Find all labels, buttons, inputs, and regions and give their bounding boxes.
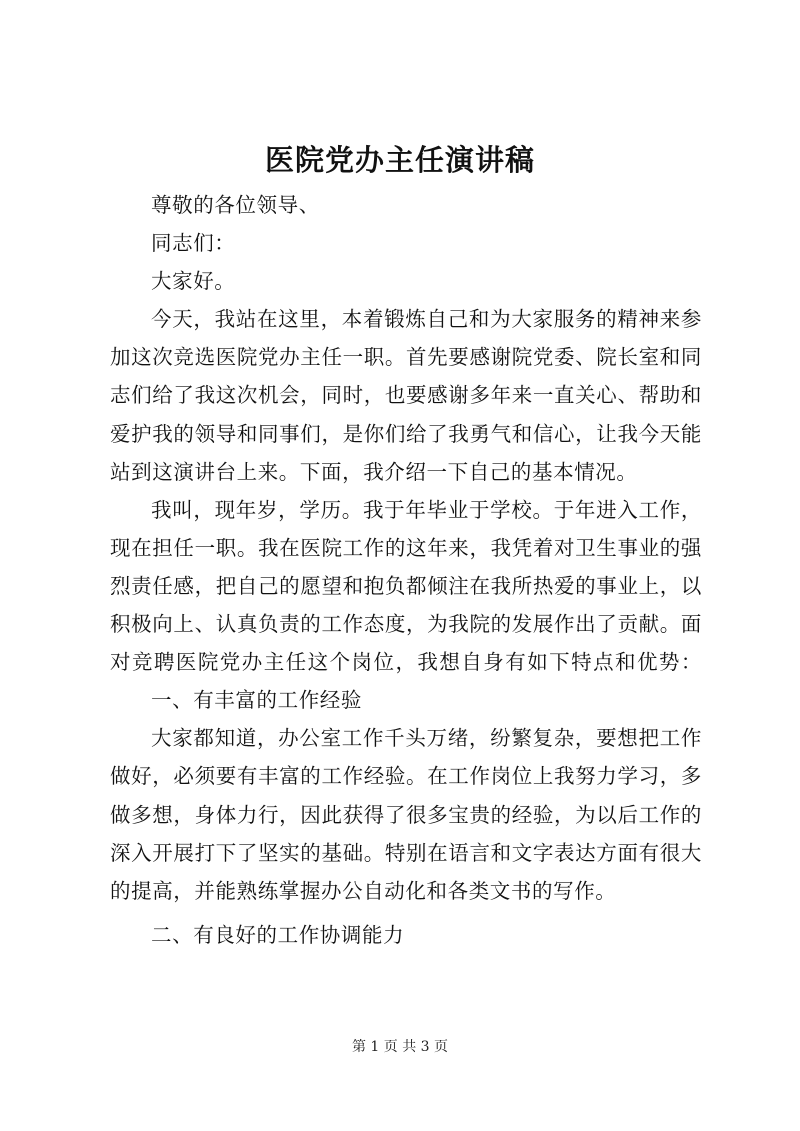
salutation-line: 尊敬的各位领导、	[151, 193, 320, 217]
paragraph-line: 站到这演讲台上来。下面，我介绍一下自己的基本情况。	[110, 459, 638, 484]
paragraph-line: 我叫，现年岁，学历。我于年毕业于学校。于年进入工作，	[151, 497, 702, 522]
paragraph-line: 烈责任感，把自己的愿望和抱负都倾注在我所热爱的事业上，以	[110, 573, 702, 598]
page-number-label: 第 1 页 共 3 页	[351, 1039, 449, 1055]
section-heading: 二、有良好的工作协调能力	[151, 922, 405, 947]
salutation-line: 大家好。	[151, 269, 236, 294]
section-heading: 一、有丰富的工作经验	[151, 688, 362, 713]
paragraph-line: 现在担任一职。我在医院工作的这年来，我凭着对卫生事业的强	[110, 535, 702, 560]
salutation-line: 同志们：	[151, 231, 236, 256]
paragraph-line: 深入开展打下了坚实的基础。特别在语言和文字表达方面有很大	[110, 840, 702, 865]
paragraph-line: 爱护我的领导和同事们，是你们给了我勇气和信心，让我今天能	[110, 421, 702, 446]
document-body	[110, 186, 702, 954]
page-footer	[0, 1037, 800, 1057]
paragraph-line: 今天，我站在这里，本着锻炼自己和为大家服务的精神来参	[151, 307, 702, 332]
paragraph-line: 做好，必须要有丰富的工作经验。在工作岗位上我努力学习，多	[110, 764, 702, 789]
paragraph-line: 积极向上、认真负责的工作态度，为我院的发展作出了贡献。面	[110, 612, 702, 637]
paragraph-line: 做多想，身体力行，因此获得了很多宝贵的经验，为以后工作的	[110, 802, 702, 827]
paragraph-line: 对竞聘医院党办主任这个岗位，我想自身有如下特点和优势：	[110, 650, 702, 675]
paragraph-line: 志们给了我这次机会，同时，也要感谢多年来一直关心、帮助和	[110, 383, 702, 408]
paragraph-line: 的提高，并能熟练掌握办公自动化和各类文书的写作。	[110, 878, 617, 903]
paragraph-line: 大家都知道，办公室工作千头万绪，纷繁复杂，要想把工作	[151, 726, 702, 751]
paragraph-line: 加这次竞选医院党办主任一职。首先要感谢院党委、院长室和同	[110, 345, 702, 370]
document-title: 医院党办主任演讲稿	[264, 143, 535, 177]
